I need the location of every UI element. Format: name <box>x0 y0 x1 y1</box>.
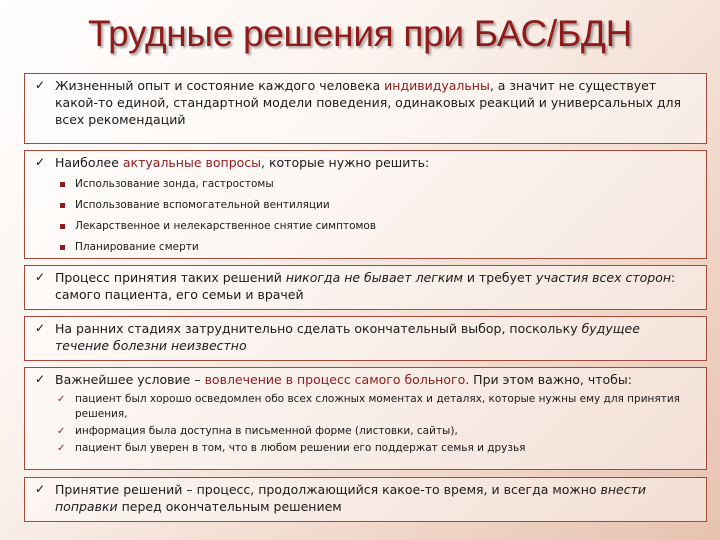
highlight-text: вовлечение в процесс самого больного <box>204 372 466 387</box>
highlight-text: индивидуальны <box>384 78 490 93</box>
checkmark-icon: ✓ <box>35 155 46 169</box>
bullet-box-key-condition <box>24 367 707 470</box>
text-segment: Наиболее <box>55 155 123 170</box>
sub-item-text: Лекарственное и нелекарственное снятие симптомов <box>75 220 377 232</box>
sub-item-text: информация была доступна в письменной форме (листовки, сайты), <box>75 425 458 437</box>
text-segment: Жизненный опыт и состояние каждого человека <box>55 78 385 93</box>
checkmark-icon: ✓ <box>35 372 46 386</box>
bullet-text <box>55 481 696 515</box>
slide-title: Трудные решения при БАС/БДН <box>87 13 633 54</box>
bullet-box-decision-process <box>24 265 707 310</box>
text-segment: , а значит не существует какой-то единой, стандартной модели поведения, одинаковых реакций и универсальных для всех рекомендаций <box>55 78 682 127</box>
bullet-box-life-experience <box>24 73 707 144</box>
list-item <box>35 177 696 192</box>
text-segment: Процесс принятия таких решений <box>55 270 286 285</box>
checkmark-icon: ✓ <box>35 482 46 496</box>
emphasis-text: никогда не бывает легким <box>285 270 463 285</box>
list-item <box>35 240 696 255</box>
bullet-text <box>55 77 696 128</box>
bullet-text <box>55 154 696 171</box>
text-segment: : самого пациента, его семьи и врачей <box>55 270 676 302</box>
text-segment: . При этом важно, чтобы: <box>465 372 632 387</box>
checkmark-icon: ✓ <box>35 270 46 284</box>
square-bullet-icon <box>60 203 65 208</box>
checkmark-icon: ✓ <box>57 426 66 437</box>
list-item <box>35 198 696 213</box>
bullet-box-actual-questions <box>24 150 707 259</box>
list-item <box>35 424 696 439</box>
text-segment: На ранних стадиях затруднительно сделать окончательный выбор, поскольку <box>55 321 582 336</box>
square-bullet-icon <box>60 245 65 250</box>
checkmark-icon: ✓ <box>57 443 66 454</box>
bullet-box-early-stages <box>24 316 707 361</box>
checkmark-icon: ✓ <box>35 321 46 335</box>
list-item <box>35 441 696 456</box>
list-item <box>35 219 696 234</box>
sub-item-text: пациент был уверен в том, что в любом решении его поддержат семья и друзья <box>75 442 526 454</box>
bullet-text <box>55 320 696 354</box>
bullet-text <box>55 269 696 303</box>
text-segment: , которые нужно решить: <box>261 155 430 170</box>
bullet-box-decision-time <box>24 477 707 522</box>
emphasis-text: участия всех сторон <box>535 270 672 285</box>
sub-item-text: Использование вспомогательной вентиляции <box>75 199 330 211</box>
text-segment: Принятие решений – процесс, продолжающийся какое-то время, и всегда можно <box>55 482 601 497</box>
list-item <box>35 392 696 422</box>
text-segment: и требует <box>462 270 536 285</box>
bullet-text <box>55 371 696 388</box>
text-segment: перед окончательным решением <box>117 499 342 514</box>
text-segment: Важнейшее условие – <box>55 372 205 387</box>
square-bullet-icon <box>60 182 65 187</box>
square-bullet-icon <box>60 224 65 229</box>
emphasis-text: будущее течение болезни неизвестно <box>55 321 640 353</box>
checkmark-icon: ✓ <box>57 394 66 405</box>
highlight-text: актуальные вопросы <box>122 155 262 170</box>
checkmark-icon: ✓ <box>35 78 46 92</box>
sub-item-text: пациент был хорошо осведомлен обо всех сложных моментах и деталях, которые нужны ему для принятия решения, <box>75 393 680 420</box>
sub-item-text: Планирование смерти <box>75 241 199 253</box>
sub-item-text: Использование зонда, гастростомы <box>75 178 274 190</box>
emphasis-text: внести поправки <box>55 482 647 514</box>
